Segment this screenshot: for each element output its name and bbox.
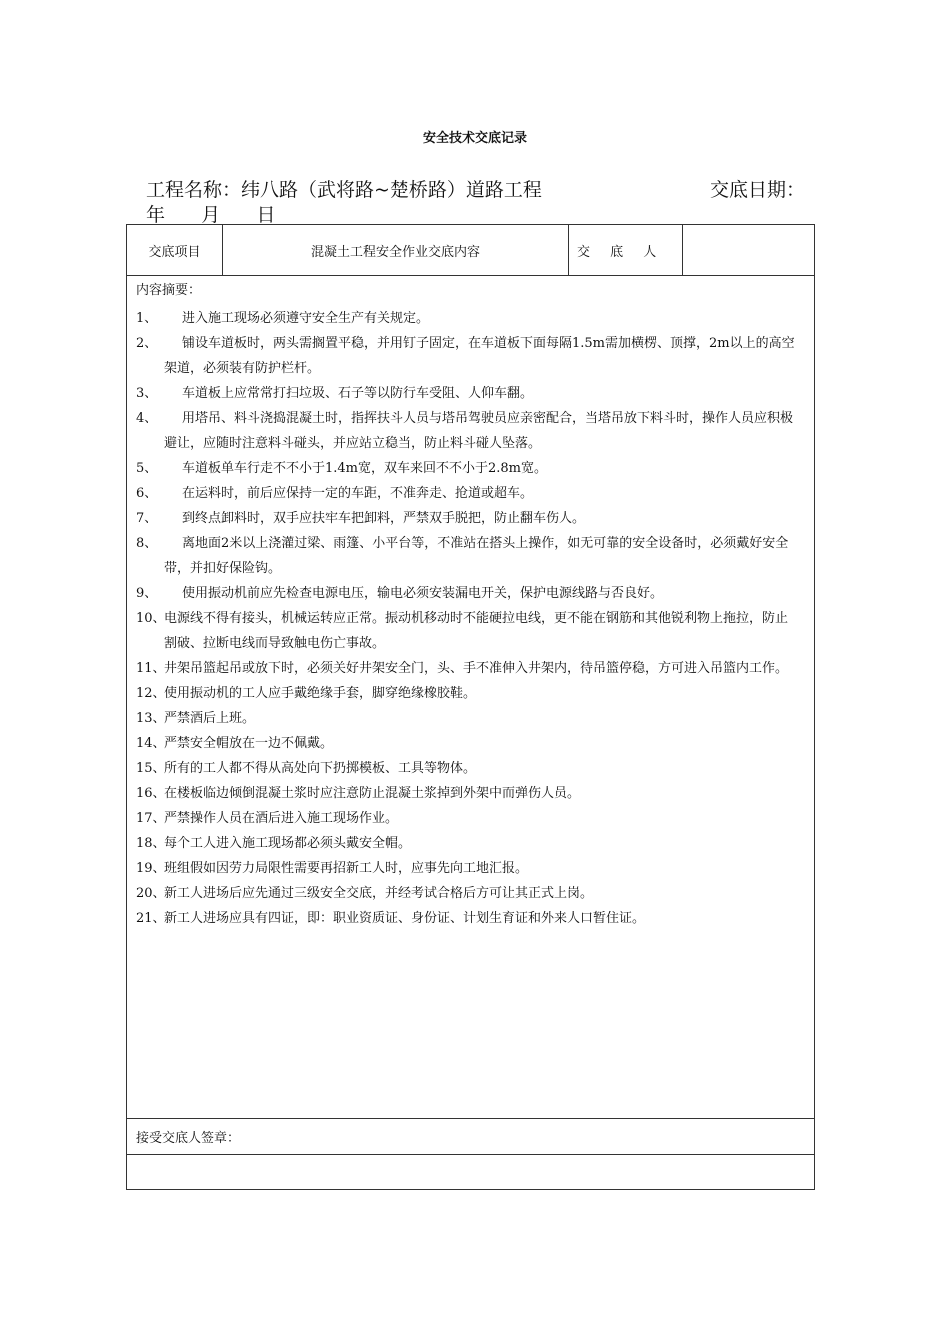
- content-section: [127, 276, 814, 1119]
- item-text: 所有的工人都不得从高处向下扔掷模板、工具等物体。: [164, 761, 477, 776]
- list-item: [136, 606, 798, 656]
- list-item: [136, 881, 798, 906]
- item-number: 16、: [136, 786, 166, 801]
- list-item: [136, 756, 798, 781]
- item-text: 到终点卸料时，双手应扶牢车把卸料，严禁双手脱把，防止翻车伤人。: [182, 511, 586, 526]
- person-value-cell: [683, 225, 814, 275]
- list-item: [136, 381, 798, 406]
- item-text: 班组假如因劳力局限性需要再招新工人时，应事先向工地汇报。: [164, 861, 529, 876]
- document-title: 安全技术交底记录: [422, 131, 527, 146]
- signature-row: [127, 1119, 814, 1155]
- item-text: 使用振动机的工人应手戴绝缘手套，脚穿绝缘橡胶鞋。: [164, 686, 477, 701]
- item-text: 离地面2米以上浇灌过梁、雨篷、小平台等，不准站在搭头上操作，如无可靠的安全设备时，必须戴好安全带，并扣好保险钩。: [164, 536, 789, 576]
- signature-label: 接受交底人签章：: [136, 1131, 241, 1146]
- item-text: 井架吊篮起吊或放下时，必须关好井架安全门，头、手不准伸入井架内，待吊篮停稳，方可进入吊篮内工作。: [164, 661, 789, 676]
- list-item: [136, 406, 798, 456]
- item-number: 20、: [136, 886, 166, 901]
- list-item: [136, 481, 798, 506]
- item-text: 用塔吊、料斗浇捣混凝土时，指挥扶斗人员与塔吊驾驶员应亲密配合，当塔吊放下料斗时，操作人员应积极避让，应随时注意料斗碰头，并应站立稳当，防止料斗碰人坠落。: [164, 411, 794, 451]
- item-number: 4、: [136, 411, 158, 426]
- date-line: 年 月 日: [146, 204, 276, 226]
- list-item: [136, 506, 798, 531]
- item-text: 每个工人进入施工现场都必须头戴安全帽。: [164, 836, 412, 851]
- item-number: 5、: [136, 461, 158, 476]
- item-number: 18、: [136, 836, 166, 851]
- list-item: [136, 806, 798, 831]
- item-number: 11、: [136, 661, 166, 676]
- list-item: [136, 306, 798, 331]
- item-number: 14、: [136, 736, 166, 751]
- item-text: 进入施工现场必须遵守安全生产有关规定。: [182, 311, 430, 326]
- item-number: 10、: [136, 611, 166, 626]
- list-item: [136, 706, 798, 731]
- list-item: [136, 581, 798, 606]
- item-text: 铺设车道板时，两头需搁置平稳，并用钉子固定，在车道板下面每隔1.5m需加横楞、顶撑，2m以上的高空架道，必须装有防护栏杆。: [164, 336, 795, 376]
- person-label-cell: 交 底 人: [569, 225, 683, 275]
- item-number: 2、: [136, 336, 158, 351]
- item-number: 19、: [136, 861, 166, 876]
- item-text: 严禁酒后上班。: [164, 711, 256, 726]
- list-item: [136, 731, 798, 756]
- item-number: 13、: [136, 711, 166, 726]
- item-text: 新工人进场后应先通过三级安全交底，并经考试合格后方可让其正式上岗。: [164, 886, 594, 901]
- list-item: [136, 456, 798, 481]
- list-item: [136, 331, 798, 381]
- item-number: 12、: [136, 686, 166, 701]
- item-text: 车道板单车行走不不小于1.4m宽，双车来回不不小于2.8m宽。: [182, 461, 548, 476]
- item-text: 在楼板临边倾倒混凝土浆时应注意防止混凝土浆掉到外架中而弹伤人员。: [164, 786, 581, 801]
- content-list: [136, 306, 798, 931]
- item-number: 1、: [136, 311, 158, 326]
- list-item: [136, 856, 798, 881]
- item-number: 6、: [136, 486, 158, 501]
- list-item: [136, 781, 798, 806]
- item-text: 使用振动机前应先检查电源电压，输电必须安装漏电开关，保护电源线路与否良好。: [182, 586, 664, 601]
- item-label-cell: 交底项目: [127, 225, 223, 275]
- list-item: [136, 681, 798, 706]
- list-item: [136, 531, 798, 581]
- item-text: 新工人进场应具有四证，即：职业资质证、身份证、计划生育证和外来人口暂住证。: [164, 911, 646, 926]
- item-text: 在运料时，前后应保持一定的车距，不准奔走、抢道或超车。: [182, 486, 534, 501]
- item-number: 17、: [136, 811, 166, 826]
- list-item: [136, 906, 798, 931]
- item-text: 电源线不得有接头，机械运转应正常。振动机移动时不能硬拉电线，更不能在钢筋和其他锐利物上拖拉，防止割破、拉断电线而导致触电伤亡事故。: [164, 611, 789, 651]
- item-number: 21、: [136, 911, 166, 926]
- table-header-row: [127, 225, 814, 276]
- item-number: 3、: [136, 386, 158, 401]
- project-name: 工程名称：纬八路（武将路~楚桥路）道路工程: [146, 179, 542, 201]
- item-number: 8、: [136, 536, 158, 551]
- signature-blank-row: [127, 1155, 814, 1189]
- item-number: 7、: [136, 511, 158, 526]
- briefing-table: [126, 224, 815, 1190]
- item-number: 9、: [136, 586, 158, 601]
- item-text: 严禁操作人员在酒后进入施工现场作业。: [164, 811, 399, 826]
- item-text: 车道板上应常常打扫垃圾、石子等以防行车受阻、人仰车翻。: [182, 386, 534, 401]
- item-number: 15、: [136, 761, 166, 776]
- list-item: [136, 831, 798, 856]
- summary-label: 内容摘要：: [136, 283, 202, 298]
- date-label: 交底日期：: [710, 179, 806, 201]
- item-text: 严禁安全帽放在一边不佩戴。: [164, 736, 334, 751]
- item-value-cell: 混凝土工程安全作业交底内容: [223, 225, 569, 275]
- list-item: [136, 656, 798, 681]
